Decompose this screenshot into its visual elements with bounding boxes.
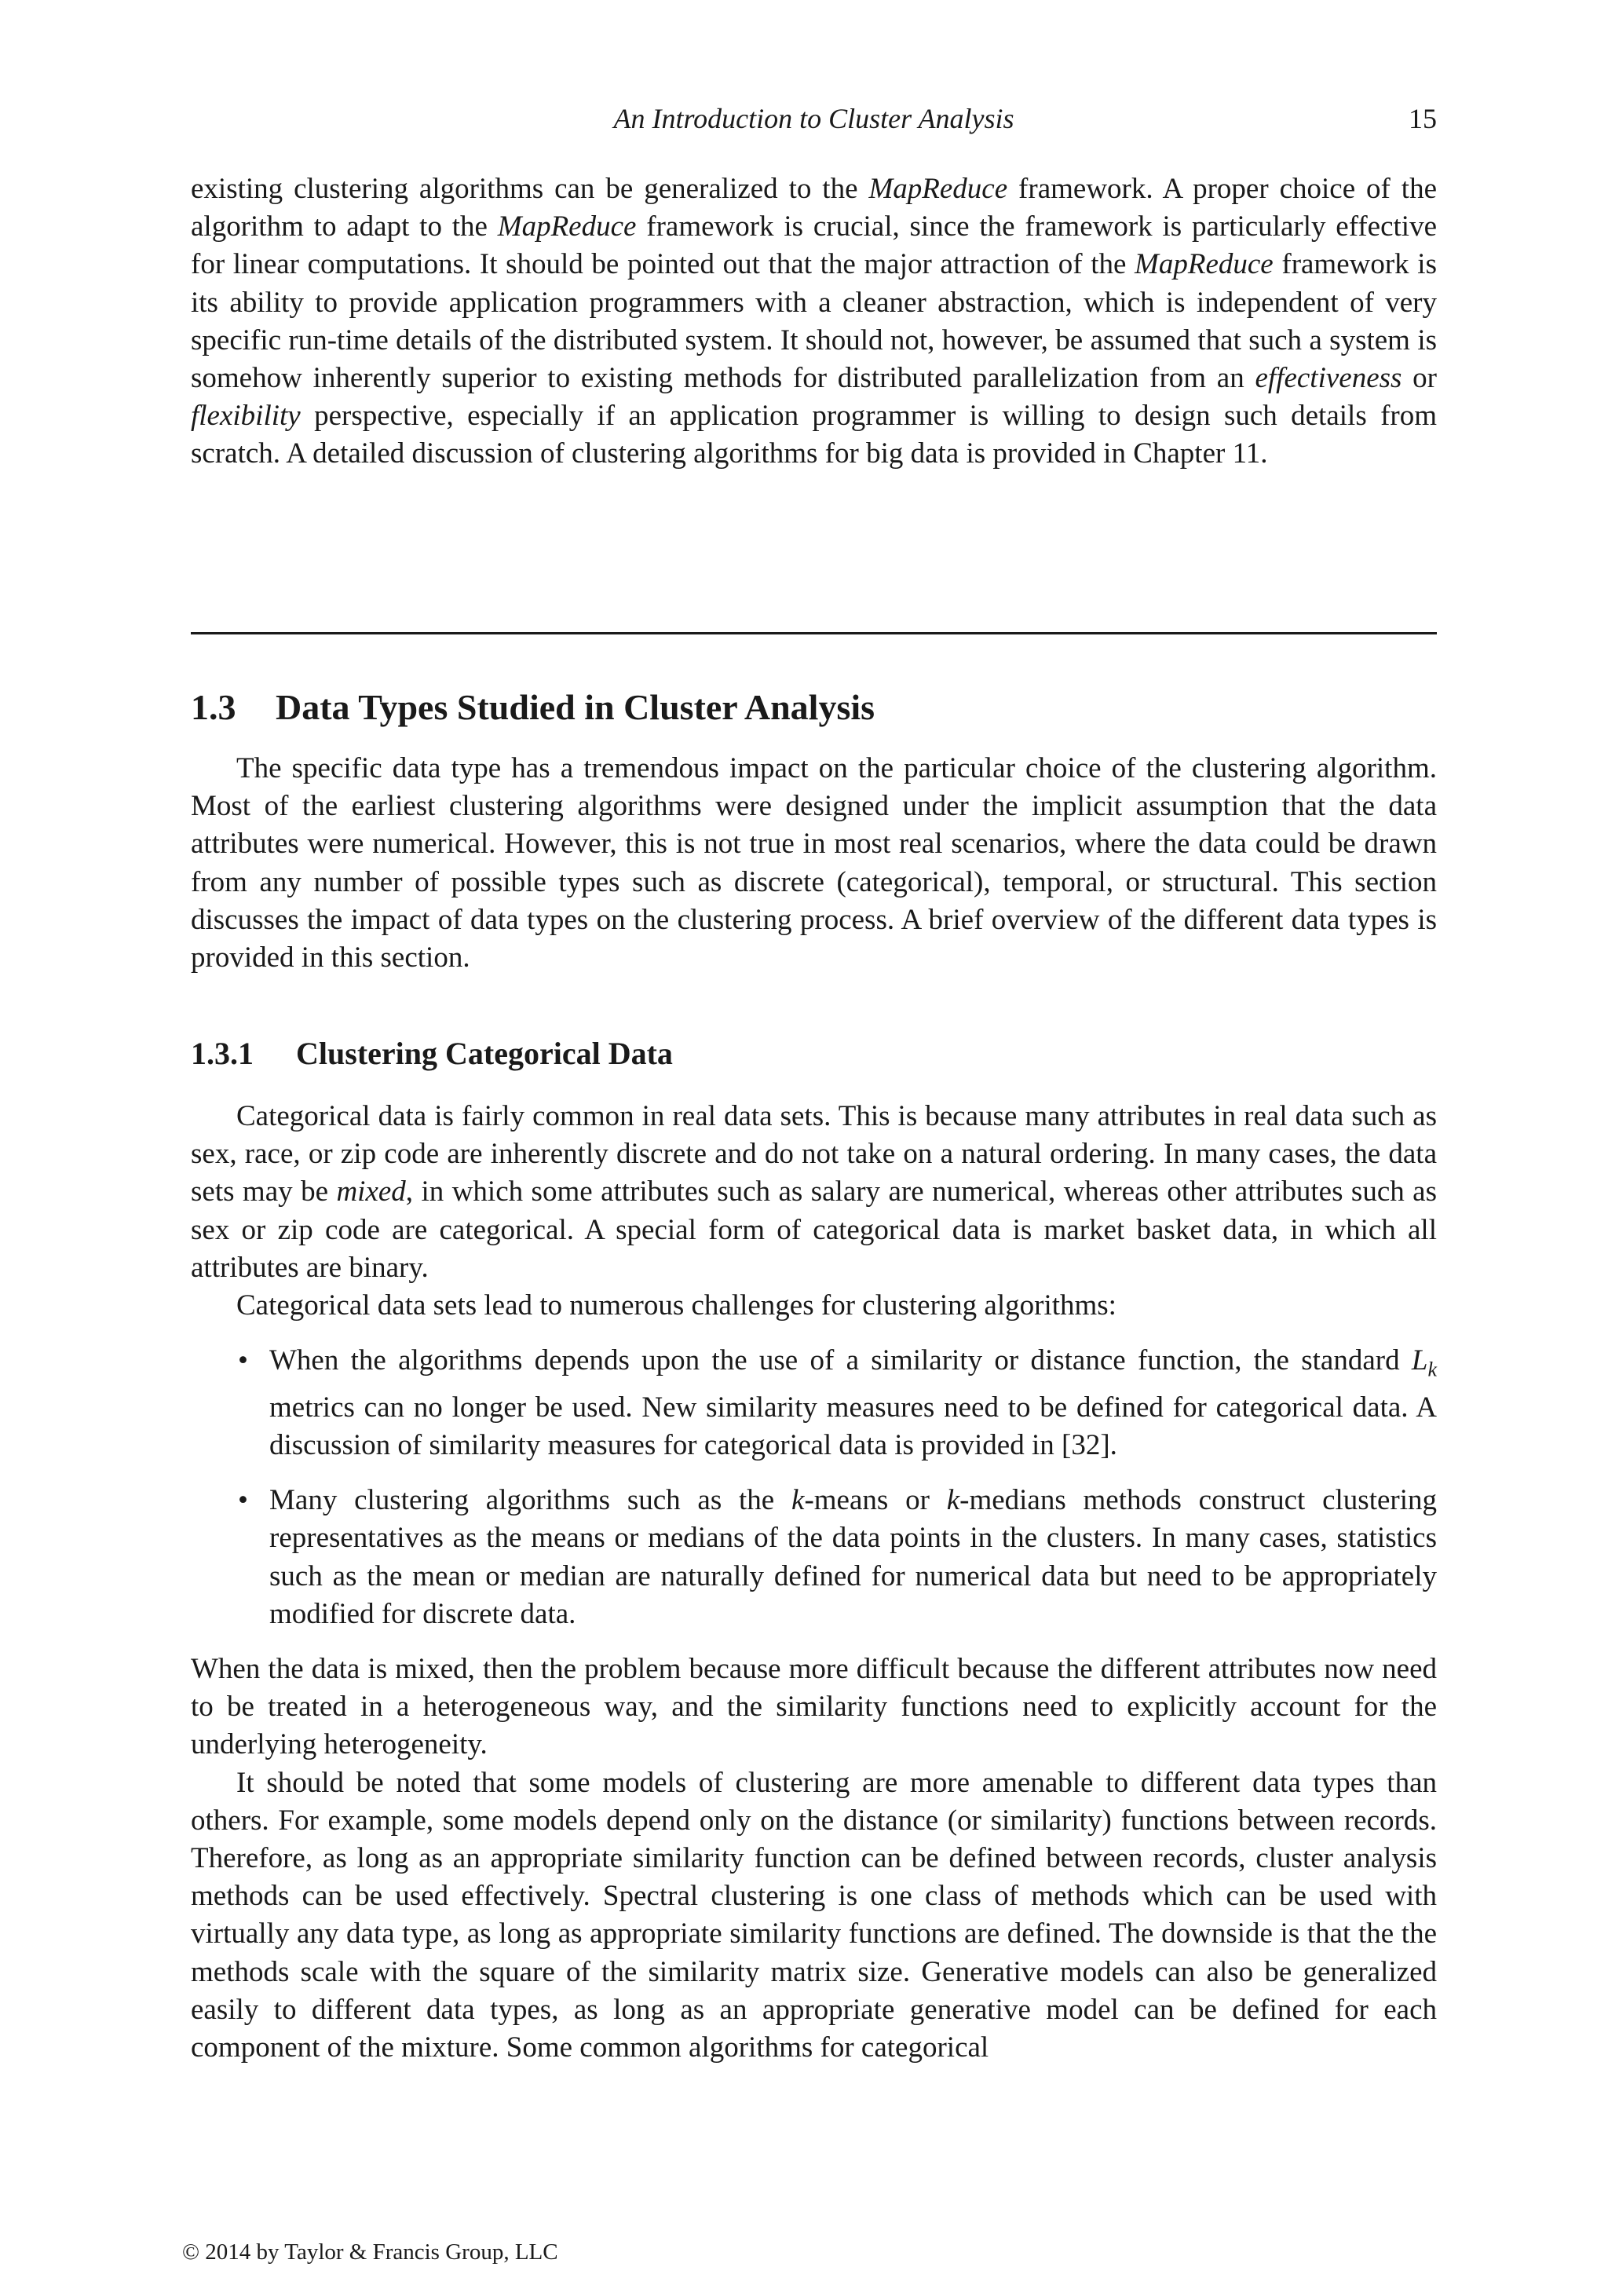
categorical-paragraph-3: When the data is mixed, then the problem because more difficult because the different attributes now need to be treated in a heterogeneous way, and the similarity functions need to explicitly account for the underlying heterogeneity. xyxy=(191,1653,1437,1761)
categorical-paragraph-1 xyxy=(191,1098,1437,1287)
text-run: framework. A proper choice of the algorithm to adapt to the xyxy=(191,173,1437,243)
text-run: existing clustering algorithms can be generalized to the xyxy=(191,173,869,205)
list-item xyxy=(191,1482,1437,1633)
challenges-list xyxy=(191,1342,1437,1633)
text-run: , in which some attributes such as salary are numerical, whereas other attributes such as sex or zip code are categorical. A special form of categorical data is market basket data, in which all attributes are binary. xyxy=(191,1175,1437,1284)
text-run: When the algorithms depends upon the use of a similarity or distance function, the standard xyxy=(269,1344,1412,1377)
categorical-paragraph-4: It should be noted that some models of clustering are more amenable to different data types than others. For example, some models depend only on the distance (or similarity) functions between records. Therefore, as long as an appropriate similarity function can be defined between records, cluster analysis methods can be used effectively. Spectral clustering is one class of methods which can be used with virtually any data type, as long as appropriate similarity functions are defined. The downside is that the the methods scale with the square of the similarity matrix size. Generative models can also be generalized easily to different data types, as long as an appropriate generative model can be defined for each component of the mixture. Some common algorithms for categorical xyxy=(191,1766,1437,2064)
text-run: Many clustering algorithms such as the xyxy=(269,1484,792,1517)
section-intro-block xyxy=(191,750,1437,977)
section-divider xyxy=(191,632,1437,634)
math-symbol: k xyxy=(946,1484,960,1517)
math-symbol: k xyxy=(791,1484,805,1517)
subsection-heading xyxy=(191,1035,673,1072)
copyright-notice: © 2014 by Taylor & Francis Group, LLC xyxy=(182,2239,558,2265)
text-run: -medians methods construct clustering representatives as the means or medians of the data points in the clusters. In many cases, statistics such as the mean or median are naturally defined for numerical data but need to be appropriately modified for discrete data. xyxy=(269,1484,1437,1630)
section-title: Data Types Studied in Cluster Analysis xyxy=(276,687,875,727)
running-head-title: An Introduction to Cluster Analysis xyxy=(613,103,1014,134)
mapreduce-term: MapReduce xyxy=(868,173,1008,205)
section-number: 1.3 xyxy=(191,687,236,727)
mapreduce-term: MapReduce xyxy=(497,210,637,243)
section-intro-paragraph: The specific data type has a tremendous impact on the particular choice of the clustering algorithm. Most of the earliest clustering algorithms were designed under the implicit assumption that the data attributes were numerical. However, this is not true in most real scenarios, where the data could be drawn from any number of possible types such as discrete (categorical), temporal, or structural. This section discusses the impact of data types on the clustering process. A brief overview of the different data types is provided in this section. xyxy=(191,752,1437,974)
bullet-marker: • xyxy=(238,1484,248,1517)
mixed-term: mixed xyxy=(336,1175,406,1208)
text-run: Categorical data is fairly common in real data sets. This is because many attributes in real data such as sex, race, or zip code are inherently discrete and do not take on a natural ordering. In many cases, the data sets may be xyxy=(191,1100,1437,1208)
section-heading xyxy=(191,686,875,728)
subsection-number: 1.3.1 xyxy=(191,1036,254,1071)
text-run: perspective, especially if an application programmer is willing to design such details from scratch. A detailed discussion of clustering algorithms for big data is provided in Chapter 11. xyxy=(191,400,1437,470)
continuation-paragraph-block xyxy=(191,170,1437,473)
effectiveness-term: effectiveness xyxy=(1255,362,1402,395)
continuation-paragraph xyxy=(191,170,1437,473)
text-run: framework is its ability to provide application programmers with a cleaner abstraction, which is independent of very specific run-time details of the distributed system. It should not, however, be assumed that such a system is somehow inherently superior to existing methods for distributed parallelization from an xyxy=(191,248,1437,395)
subsection-title: Clustering Categorical Data xyxy=(296,1036,673,1071)
bullet-marker: • xyxy=(238,1344,248,1377)
text-run: framework is crucial, since the framework is particularly effective for linear computations. It should be pointed out that the major attraction of the xyxy=(191,210,1437,281)
text-run: metrics can no longer be used. New similarity measures need to be defined for categorical data. A discussion of similarity measures for categorical data is provided in [32]. xyxy=(269,1391,1437,1462)
list-item xyxy=(191,1342,1437,1464)
flexibility-term: flexibility xyxy=(191,400,301,433)
text-run: -means or xyxy=(804,1484,947,1517)
text-run: or xyxy=(1402,362,1437,395)
running-head xyxy=(191,102,1437,141)
categorical-paragraph-2: Categorical data sets lead to numerous challenges for clustering algorithms: xyxy=(236,1289,1116,1322)
math-subscript: k xyxy=(1427,1358,1437,1381)
page-number: 15 xyxy=(1409,103,1437,134)
mapreduce-term: MapReduce xyxy=(1135,248,1274,281)
subsection-body xyxy=(191,1098,1437,2067)
math-symbol: L xyxy=(1411,1344,1428,1377)
